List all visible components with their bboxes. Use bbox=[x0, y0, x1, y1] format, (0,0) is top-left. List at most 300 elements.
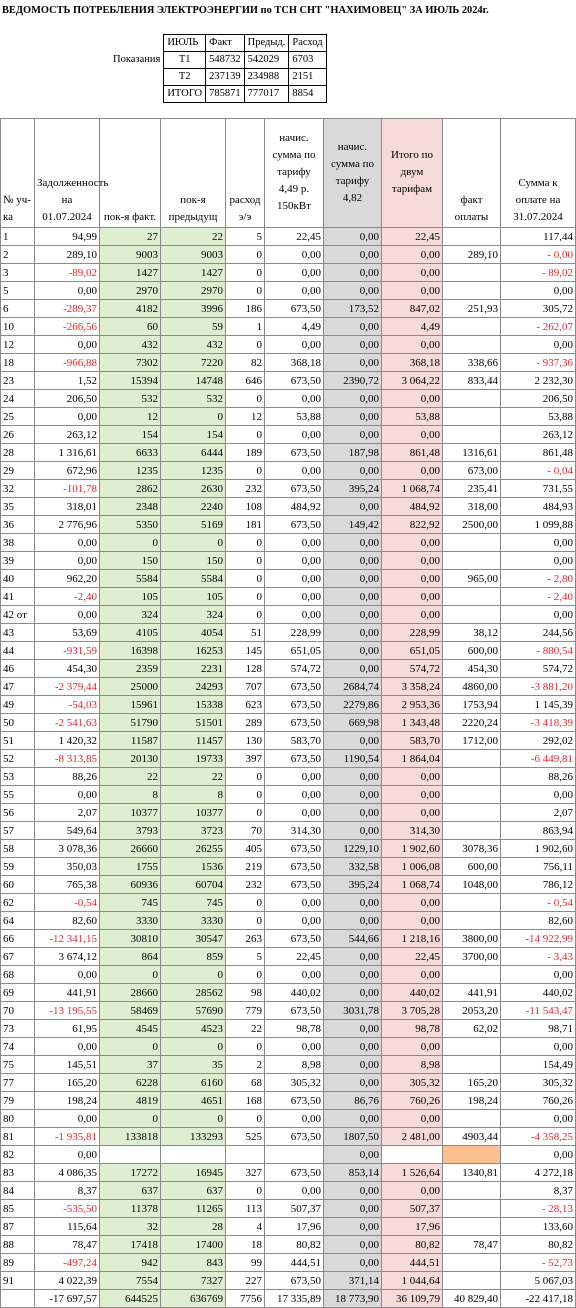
cell-charge-t2[interactable]: 0,00 bbox=[324, 336, 382, 354]
cell-charge-t1[interactable]: 673,50 bbox=[265, 300, 324, 318]
cell-reading-prev[interactable]: 10377 bbox=[161, 804, 226, 822]
cell-charge-t1[interactable]: 305,32 bbox=[265, 1074, 324, 1092]
cell-payment-fact[interactable] bbox=[443, 408, 501, 426]
summary-cell[interactable]: Т1 bbox=[164, 52, 206, 69]
cell-reading-fact[interactable]: 37 bbox=[100, 1056, 161, 1074]
cell-charge-t2[interactable]: 0,00 bbox=[324, 1236, 382, 1254]
cell-payment-fact[interactable]: 289,10 bbox=[443, 246, 501, 264]
cell-total[interactable]: 0,00 bbox=[382, 588, 443, 606]
cell-charge-t1[interactable]: 17,96 bbox=[265, 1218, 324, 1236]
cell-total[interactable]: 0,00 bbox=[382, 570, 443, 588]
summary-cell[interactable]: Т2 bbox=[164, 69, 206, 86]
cell-total[interactable]: 0,00 bbox=[382, 552, 443, 570]
cell-amount-due[interactable]: 0,00 bbox=[501, 606, 576, 624]
cell-amount-due[interactable]: 1 145,39 bbox=[501, 696, 576, 714]
cell-plot-number[interactable]: 25 bbox=[1, 408, 35, 426]
cell-payment-fact[interactable] bbox=[443, 390, 501, 408]
cell-amount-due[interactable]: 484,93 bbox=[501, 498, 576, 516]
cell-usage[interactable]: 68 bbox=[226, 1074, 265, 1092]
cell-usage[interactable]: 327 bbox=[226, 1164, 265, 1182]
cell-reading-prev[interactable]: 745 bbox=[161, 894, 226, 912]
cell-plot-number[interactable]: 35 bbox=[1, 498, 35, 516]
cell-charge-t2[interactable]: 0,00 bbox=[324, 282, 382, 300]
cell-plot-number[interactable]: 82 bbox=[1, 1146, 35, 1164]
cell-amount-due[interactable]: - 2,80 bbox=[501, 570, 576, 588]
cell-plot-number[interactable]: 47 bbox=[1, 678, 35, 696]
cell-plot-number[interactable]: 12 bbox=[1, 336, 35, 354]
cell-reading-fact[interactable]: 17272 bbox=[100, 1164, 161, 1182]
cell-usage[interactable]: 0 bbox=[226, 282, 265, 300]
summary-head-prev[interactable]: Предыд. bbox=[244, 35, 289, 52]
col-usage[interactable]: расход э/э bbox=[226, 119, 265, 228]
cell-total[interactable]: 1 068,74 bbox=[382, 480, 443, 498]
cell-debt[interactable]: -101,78 bbox=[35, 480, 100, 498]
cell-charge-t2[interactable]: 1190,54 bbox=[324, 750, 382, 768]
cell-amount-due[interactable]: - 880,54 bbox=[501, 642, 576, 660]
cell-reading-fact[interactable]: 20130 bbox=[100, 750, 161, 768]
cell-reading-prev[interactable]: 324 bbox=[161, 606, 226, 624]
cell-plot-number[interactable]: 84 bbox=[1, 1182, 35, 1200]
cell-reading-prev[interactable]: 0 bbox=[161, 966, 226, 984]
cell-usage[interactable]: 0 bbox=[226, 768, 265, 786]
cell-debt[interactable]: 3 674,12 bbox=[35, 948, 100, 966]
cell-usage[interactable]: 0 bbox=[226, 606, 265, 624]
cell-reading-prev[interactable]: 3996 bbox=[161, 300, 226, 318]
cell-debt[interactable]: 0,00 bbox=[35, 336, 100, 354]
cell-charge-t2[interactable]: 0,00 bbox=[324, 228, 382, 246]
cell-debt[interactable]: -266,56 bbox=[35, 318, 100, 336]
cell-plot-number[interactable]: 59 bbox=[1, 858, 35, 876]
cell-debt[interactable]: 2,07 bbox=[35, 804, 100, 822]
cell-amount-due[interactable]: 0,00 bbox=[501, 1146, 576, 1164]
cell-reading-prev[interactable]: 636769 bbox=[161, 1290, 226, 1308]
cell-reading-prev[interactable]: 4523 bbox=[161, 1020, 226, 1038]
cell-reading-prev[interactable]: 2970 bbox=[161, 282, 226, 300]
cell-debt[interactable]: 672,96 bbox=[35, 462, 100, 480]
cell-debt[interactable]: -54,03 bbox=[35, 696, 100, 714]
cell-reading-prev[interactable]: 3330 bbox=[161, 912, 226, 930]
cell-charge-t2[interactable]: 0,00 bbox=[324, 498, 382, 516]
cell-payment-fact[interactable]: 965,00 bbox=[443, 570, 501, 588]
cell-charge-t1[interactable]: 0,00 bbox=[265, 786, 324, 804]
cell-reading-prev[interactable]: 1536 bbox=[161, 858, 226, 876]
cell-usage[interactable]: 5 bbox=[226, 228, 265, 246]
cell-debt[interactable]: 263,12 bbox=[35, 426, 100, 444]
cell-debt[interactable]: 0,00 bbox=[35, 1146, 100, 1164]
cell-debt[interactable]: 4 022,39 bbox=[35, 1272, 100, 1290]
cell-amount-due[interactable]: 0,00 bbox=[501, 1038, 576, 1056]
cell-total[interactable]: 305,32 bbox=[382, 1074, 443, 1092]
cell-charge-t1[interactable]: 673,50 bbox=[265, 1002, 324, 1020]
cell-debt[interactable]: -12 341,15 bbox=[35, 930, 100, 948]
cell-total[interactable]: 0,00 bbox=[382, 894, 443, 912]
cell-plot-number[interactable]: 66 bbox=[1, 930, 35, 948]
cell-charge-t1[interactable]: 0,00 bbox=[265, 462, 324, 480]
cell-reading-prev[interactable]: 19733 bbox=[161, 750, 226, 768]
cell-plot-number[interactable] bbox=[1, 1290, 35, 1308]
cell-plot-number[interactable]: 24 bbox=[1, 390, 35, 408]
cell-total[interactable]: 2 481,00 bbox=[382, 1128, 443, 1146]
cell-amount-due[interactable]: 98,71 bbox=[501, 1020, 576, 1038]
cell-amount-due[interactable]: - 262,07 bbox=[501, 318, 576, 336]
cell-usage[interactable]: 113 bbox=[226, 1200, 265, 1218]
cell-payment-fact[interactable] bbox=[443, 804, 501, 822]
cell-charge-t2[interactable]: 0,00 bbox=[324, 912, 382, 930]
cell-amount-due[interactable]: - 0,04 bbox=[501, 462, 576, 480]
cell-reading-fact[interactable]: 532 bbox=[100, 390, 161, 408]
cell-debt[interactable]: 1 316,61 bbox=[35, 444, 100, 462]
cell-reading-fact[interactable]: 150 bbox=[100, 552, 161, 570]
cell-charge-t2[interactable]: 0,00 bbox=[324, 624, 382, 642]
cell-reading-prev[interactable]: 22 bbox=[161, 768, 226, 786]
cell-charge-t1[interactable]: 0,00 bbox=[265, 426, 324, 444]
cell-total[interactable]: 0,00 bbox=[382, 336, 443, 354]
cell-charge-t1[interactable]: 0,00 bbox=[265, 534, 324, 552]
cell-debt[interactable]: 0,00 bbox=[35, 534, 100, 552]
cell-total[interactable]: 0,00 bbox=[382, 912, 443, 930]
cell-plot-number[interactable]: 85 bbox=[1, 1200, 35, 1218]
cell-charge-t1[interactable]: 673,50 bbox=[265, 678, 324, 696]
cell-payment-fact[interactable] bbox=[443, 1200, 501, 1218]
cell-reading-fact[interactable]: 7554 bbox=[100, 1272, 161, 1290]
cell-reading-fact[interactable]: 7302 bbox=[100, 354, 161, 372]
cell-charge-t1[interactable]: 0,00 bbox=[265, 966, 324, 984]
cell-charge-t2[interactable]: 0,00 bbox=[324, 1146, 382, 1164]
cell-reading-prev[interactable]: 637 bbox=[161, 1182, 226, 1200]
cell-reading-prev[interactable]: 859 bbox=[161, 948, 226, 966]
cell-payment-fact[interactable] bbox=[443, 768, 501, 786]
cell-amount-due[interactable]: -6 449,81 bbox=[501, 750, 576, 768]
cell-reading-fact[interactable]: 637 bbox=[100, 1182, 161, 1200]
cell-charge-t1[interactable]: 673,50 bbox=[265, 858, 324, 876]
cell-debt[interactable]: 2 776,96 bbox=[35, 516, 100, 534]
cell-plot-number[interactable]: 3 bbox=[1, 264, 35, 282]
cell-charge-t2[interactable]: 1229,10 bbox=[324, 840, 382, 858]
summary-cell[interactable]: ИТОГО bbox=[164, 86, 206, 103]
cell-reading-fact[interactable]: 51790 bbox=[100, 714, 161, 732]
cell-total[interactable]: 583,70 bbox=[382, 732, 443, 750]
cell-reading-fact[interactable] bbox=[100, 1146, 161, 1164]
cell-amount-due[interactable]: 756,11 bbox=[501, 858, 576, 876]
cell-reading-prev[interactable]: 8 bbox=[161, 786, 226, 804]
summary-head-usage[interactable]: Расход bbox=[289, 35, 326, 52]
cell-plot-number[interactable]: 70 bbox=[1, 1002, 35, 1020]
cell-reading-prev[interactable]: 11457 bbox=[161, 732, 226, 750]
cell-payment-fact[interactable]: 198,24 bbox=[443, 1092, 501, 1110]
cell-debt[interactable]: 441,91 bbox=[35, 984, 100, 1002]
cell-reading-fact[interactable]: 10377 bbox=[100, 804, 161, 822]
cell-amount-due[interactable]: 760,26 bbox=[501, 1092, 576, 1110]
col-debt[interactable]: Задолженность на 01.07.2024 bbox=[35, 119, 100, 228]
cell-charge-t1[interactable]: 574,72 bbox=[265, 660, 324, 678]
cell-charge-t2[interactable]: 0,00 bbox=[324, 264, 382, 282]
cell-debt[interactable]: 206,50 bbox=[35, 390, 100, 408]
cell-debt[interactable]: 145,51 bbox=[35, 1056, 100, 1074]
col-reading-prev[interactable]: пок-я предыдущ bbox=[161, 119, 226, 228]
cell-payment-fact[interactable]: 4903,44 bbox=[443, 1128, 501, 1146]
cell-total[interactable]: 36 109,79 bbox=[382, 1290, 443, 1308]
summary-cell[interactable]: 2151 bbox=[289, 69, 326, 86]
cell-charge-t1[interactable]: 368,18 bbox=[265, 354, 324, 372]
cell-plot-number[interactable]: 58 bbox=[1, 840, 35, 858]
cell-charge-t2[interactable]: 0,00 bbox=[324, 786, 382, 804]
cell-reading-fact[interactable]: 30810 bbox=[100, 930, 161, 948]
cell-debt[interactable]: -931,59 bbox=[35, 642, 100, 660]
cell-total[interactable]: 1 343,48 bbox=[382, 714, 443, 732]
cell-charge-t2[interactable]: 0,00 bbox=[324, 966, 382, 984]
cell-payment-fact[interactable] bbox=[443, 606, 501, 624]
cell-amount-due[interactable]: -11 543,47 bbox=[501, 1002, 576, 1020]
cell-charge-t2[interactable]: 0,00 bbox=[324, 354, 382, 372]
cell-charge-t2[interactable]: 0,00 bbox=[324, 984, 382, 1002]
cell-charge-t1[interactable]: 673,50 bbox=[265, 1164, 324, 1182]
cell-plot-number[interactable]: 44 bbox=[1, 642, 35, 660]
cell-charge-t1[interactable]: 673,50 bbox=[265, 876, 324, 894]
summary-head-fact[interactable]: Факт bbox=[206, 35, 245, 52]
cell-debt[interactable]: 61,95 bbox=[35, 1020, 100, 1038]
cell-reading-prev[interactable] bbox=[161, 1146, 226, 1164]
cell-reading-fact[interactable]: 8 bbox=[100, 786, 161, 804]
summary-cell[interactable]: 542029 bbox=[244, 52, 289, 69]
cell-amount-due[interactable]: 263,12 bbox=[501, 426, 576, 444]
cell-total[interactable]: 507,37 bbox=[382, 1200, 443, 1218]
cell-usage[interactable]: 7756 bbox=[226, 1290, 265, 1308]
cell-usage[interactable]: 0 bbox=[226, 804, 265, 822]
cell-total[interactable] bbox=[382, 1146, 443, 1164]
cell-payment-fact[interactable]: 338,66 bbox=[443, 354, 501, 372]
cell-charge-t1[interactable]: 583,70 bbox=[265, 732, 324, 750]
cell-reading-prev[interactable]: 6160 bbox=[161, 1074, 226, 1092]
cell-total[interactable]: 847,02 bbox=[382, 300, 443, 318]
cell-charge-t2[interactable]: 173,52 bbox=[324, 300, 382, 318]
cell-reading-fact[interactable]: 6633 bbox=[100, 444, 161, 462]
cell-debt[interactable]: 0,00 bbox=[35, 1110, 100, 1128]
cell-amount-due[interactable]: 574,72 bbox=[501, 660, 576, 678]
cell-reading-prev[interactable]: 51501 bbox=[161, 714, 226, 732]
cell-reading-fact[interactable]: 1427 bbox=[100, 264, 161, 282]
cell-plot-number[interactable]: 75 bbox=[1, 1056, 35, 1074]
col-charge-t2[interactable]: начис. сумма по тарифу 4,82 bbox=[324, 119, 382, 228]
cell-payment-fact[interactable]: 1340,81 bbox=[443, 1164, 501, 1182]
cell-reading-prev[interactable]: 24293 bbox=[161, 678, 226, 696]
cell-payment-fact[interactable] bbox=[443, 552, 501, 570]
cell-reading-fact[interactable]: 60936 bbox=[100, 876, 161, 894]
cell-reading-fact[interactable]: 17418 bbox=[100, 1236, 161, 1254]
cell-payment-fact[interactable] bbox=[443, 282, 501, 300]
col-amount-due[interactable]: Сумма к оплате на 31.07.2024 bbox=[501, 119, 576, 228]
cell-charge-t2[interactable]: 332,58 bbox=[324, 858, 382, 876]
cell-total[interactable]: 0,00 bbox=[382, 282, 443, 300]
cell-charge-t2[interactable]: 0,00 bbox=[324, 1038, 382, 1056]
cell-reading-prev[interactable]: 1235 bbox=[161, 462, 226, 480]
cell-payment-fact[interactable]: 251,93 bbox=[443, 300, 501, 318]
cell-reading-fact[interactable]: 9003 bbox=[100, 246, 161, 264]
cell-charge-t1[interactable]: 0,00 bbox=[265, 1038, 324, 1056]
cell-usage[interactable]: 0 bbox=[226, 462, 265, 480]
cell-reading-fact[interactable]: 2359 bbox=[100, 660, 161, 678]
cell-charge-t1[interactable]: 673,50 bbox=[265, 1092, 324, 1110]
cell-usage[interactable]: 4 bbox=[226, 1218, 265, 1236]
cell-amount-due[interactable]: 292,02 bbox=[501, 732, 576, 750]
cell-debt[interactable]: 88,26 bbox=[35, 768, 100, 786]
cell-payment-fact[interactable] bbox=[443, 264, 501, 282]
cell-charge-t2[interactable]: 371,14 bbox=[324, 1272, 382, 1290]
cell-debt[interactable]: -535,50 bbox=[35, 1200, 100, 1218]
cell-plot-number[interactable]: 91 bbox=[1, 1272, 35, 1290]
cell-charge-t2[interactable]: 0,00 bbox=[324, 462, 382, 480]
col-payment-fact[interactable]: факт оплаты bbox=[443, 119, 501, 228]
cell-debt[interactable]: -2,40 bbox=[35, 588, 100, 606]
cell-usage[interactable]: 0 bbox=[226, 786, 265, 804]
cell-reading-prev[interactable]: 1427 bbox=[161, 264, 226, 282]
cell-plot-number[interactable]: 10 bbox=[1, 318, 35, 336]
cell-payment-fact[interactable]: 2053,20 bbox=[443, 1002, 501, 1020]
cell-debt[interactable]: 8,37 bbox=[35, 1182, 100, 1200]
cell-amount-due[interactable]: -3 418,39 bbox=[501, 714, 576, 732]
cell-total[interactable]: 98,78 bbox=[382, 1020, 443, 1038]
cell-plot-number[interactable]: 42 от bbox=[1, 606, 35, 624]
cell-reading-fact[interactable]: 1235 bbox=[100, 462, 161, 480]
cell-charge-t1[interactable]: 0,00 bbox=[265, 606, 324, 624]
cell-payment-fact[interactable] bbox=[443, 786, 501, 804]
cell-amount-due[interactable]: 731,55 bbox=[501, 480, 576, 498]
cell-amount-due[interactable]: - 937,36 bbox=[501, 354, 576, 372]
cell-reading-prev[interactable]: 22 bbox=[161, 228, 226, 246]
cell-reading-prev[interactable]: 35 bbox=[161, 1056, 226, 1074]
cell-charge-t1[interactable]: 0,00 bbox=[265, 282, 324, 300]
cell-charge-t2[interactable]: 395,24 bbox=[324, 876, 382, 894]
cell-reading-fact[interactable]: 154 bbox=[100, 426, 161, 444]
cell-reading-fact[interactable]: 0 bbox=[100, 1110, 161, 1128]
cell-payment-fact[interactable]: 2220,24 bbox=[443, 714, 501, 732]
cell-reading-fact[interactable]: 0 bbox=[100, 966, 161, 984]
cell-plot-number[interactable]: 39 bbox=[1, 552, 35, 570]
cell-plot-number[interactable]: 52 bbox=[1, 750, 35, 768]
cell-plot-number[interactable]: 36 bbox=[1, 516, 35, 534]
cell-debt[interactable]: -8 313,85 bbox=[35, 750, 100, 768]
cell-reading-fact[interactable]: 28660 bbox=[100, 984, 161, 1002]
cell-charge-t1[interactable]: 0,00 bbox=[265, 246, 324, 264]
cell-usage[interactable]: 0 bbox=[226, 1038, 265, 1056]
cell-amount-due[interactable]: 0,00 bbox=[501, 1110, 576, 1128]
cell-payment-fact[interactable] bbox=[443, 336, 501, 354]
cell-amount-due[interactable]: 80,82 bbox=[501, 1236, 576, 1254]
cell-reading-fact[interactable]: 4545 bbox=[100, 1020, 161, 1038]
cell-total[interactable]: 0,00 bbox=[382, 966, 443, 984]
cell-payment-fact[interactable]: 1712,00 bbox=[443, 732, 501, 750]
cell-charge-t2[interactable]: 0,00 bbox=[324, 894, 382, 912]
cell-amount-due[interactable]: -14 922,99 bbox=[501, 930, 576, 948]
cell-amount-due[interactable]: 2 232,30 bbox=[501, 372, 576, 390]
cell-charge-t2[interactable]: 0,00 bbox=[324, 534, 382, 552]
cell-debt[interactable]: 78,47 bbox=[35, 1236, 100, 1254]
cell-amount-due[interactable]: -22 417,18 bbox=[501, 1290, 576, 1308]
cell-usage[interactable]: 108 bbox=[226, 498, 265, 516]
cell-payment-fact[interactable] bbox=[443, 1038, 501, 1056]
cell-charge-t1[interactable]: 444,51 bbox=[265, 1254, 324, 1272]
cell-payment-fact[interactable] bbox=[443, 912, 501, 930]
cell-charge-t1[interactable]: 507,37 bbox=[265, 1200, 324, 1218]
cell-usage[interactable]: 397 bbox=[226, 750, 265, 768]
cell-usage[interactable]: 227 bbox=[226, 1272, 265, 1290]
cell-reading-fact[interactable]: 942 bbox=[100, 1254, 161, 1272]
cell-amount-due[interactable]: 0,00 bbox=[501, 282, 576, 300]
cell-reading-prev[interactable]: 3723 bbox=[161, 822, 226, 840]
cell-reading-prev[interactable]: 6444 bbox=[161, 444, 226, 462]
cell-reading-fact[interactable]: 133818 bbox=[100, 1128, 161, 1146]
cell-debt[interactable]: 0,00 bbox=[35, 1038, 100, 1056]
cell-total[interactable]: 53,88 bbox=[382, 408, 443, 426]
cell-charge-t2[interactable]: 395,24 bbox=[324, 480, 382, 498]
cell-reading-prev[interactable]: 9003 bbox=[161, 246, 226, 264]
cell-usage[interactable]: 0 bbox=[226, 1182, 265, 1200]
cell-payment-fact[interactable]: 441,91 bbox=[443, 984, 501, 1002]
cell-charge-t1[interactable]: 651,05 bbox=[265, 642, 324, 660]
cell-amount-due[interactable]: - 2,40 bbox=[501, 588, 576, 606]
cell-plot-number[interactable]: 43 bbox=[1, 624, 35, 642]
cell-usage[interactable]: 181 bbox=[226, 516, 265, 534]
cell-payment-fact[interactable]: 1753,94 bbox=[443, 696, 501, 714]
cell-reading-prev[interactable]: 432 bbox=[161, 336, 226, 354]
cell-total[interactable]: 0,00 bbox=[382, 246, 443, 264]
cell-reading-prev[interactable]: 60704 bbox=[161, 876, 226, 894]
cell-total[interactable]: 484,92 bbox=[382, 498, 443, 516]
cell-amount-due[interactable]: 0,00 bbox=[501, 552, 576, 570]
cell-charge-t1[interactable]: 673,50 bbox=[265, 444, 324, 462]
cell-debt[interactable]: 0,00 bbox=[35, 606, 100, 624]
cell-total[interactable]: 17,96 bbox=[382, 1218, 443, 1236]
cell-plot-number[interactable]: 28 bbox=[1, 444, 35, 462]
cell-amount-due[interactable]: 1 902,60 bbox=[501, 840, 576, 858]
cell-total[interactable]: 440,02 bbox=[382, 984, 443, 1002]
cell-total[interactable]: 0,00 bbox=[382, 786, 443, 804]
cell-usage[interactable]: 0 bbox=[226, 390, 265, 408]
cell-payment-fact[interactable]: 600,00 bbox=[443, 642, 501, 660]
cell-plot-number[interactable]: 88 bbox=[1, 1236, 35, 1254]
cell-reading-prev[interactable]: 4054 bbox=[161, 624, 226, 642]
cell-usage[interactable]: 145 bbox=[226, 642, 265, 660]
cell-total[interactable]: 3 064,22 bbox=[382, 372, 443, 390]
cell-plot-number[interactable]: 64 bbox=[1, 912, 35, 930]
cell-usage[interactable]: 289 bbox=[226, 714, 265, 732]
cell-usage[interactable]: 525 bbox=[226, 1128, 265, 1146]
cell-charge-t1[interactable]: 98,78 bbox=[265, 1020, 324, 1038]
cell-charge-t2[interactable]: 18 773,90 bbox=[324, 1290, 382, 1308]
cell-plot-number[interactable]: 23 bbox=[1, 372, 35, 390]
cell-reading-fact[interactable]: 15961 bbox=[100, 696, 161, 714]
cell-amount-due[interactable]: 154,49 bbox=[501, 1056, 576, 1074]
cell-amount-due[interactable]: - 52,73 bbox=[501, 1254, 576, 1272]
cell-usage[interactable]: 219 bbox=[226, 858, 265, 876]
cell-charge-t2[interactable]: 2684,74 bbox=[324, 678, 382, 696]
cell-charge-t1[interactable]: 0,00 bbox=[265, 264, 324, 282]
cell-amount-due[interactable]: - 0,54 bbox=[501, 894, 576, 912]
cell-amount-due[interactable]: -4 358,25 bbox=[501, 1128, 576, 1146]
cell-reading-prev[interactable]: 28 bbox=[161, 1218, 226, 1236]
cell-charge-t2[interactable]: 0,00 bbox=[324, 570, 382, 588]
cell-payment-fact[interactable]: 454,30 bbox=[443, 660, 501, 678]
cell-plot-number[interactable]: 49 bbox=[1, 696, 35, 714]
cell-payment-fact[interactable] bbox=[443, 966, 501, 984]
cell-amount-due[interactable]: 88,26 bbox=[501, 768, 576, 786]
cell-plot-number[interactable]: 62 bbox=[1, 894, 35, 912]
cell-total[interactable]: 822,92 bbox=[382, 516, 443, 534]
cell-reading-prev[interactable]: 0 bbox=[161, 408, 226, 426]
cell-charge-t2[interactable]: 86,76 bbox=[324, 1092, 382, 1110]
summary-cell[interactable]: 234988 bbox=[244, 69, 289, 86]
cell-plot-number[interactable]: 68 bbox=[1, 966, 35, 984]
cell-debt[interactable]: 962,20 bbox=[35, 570, 100, 588]
